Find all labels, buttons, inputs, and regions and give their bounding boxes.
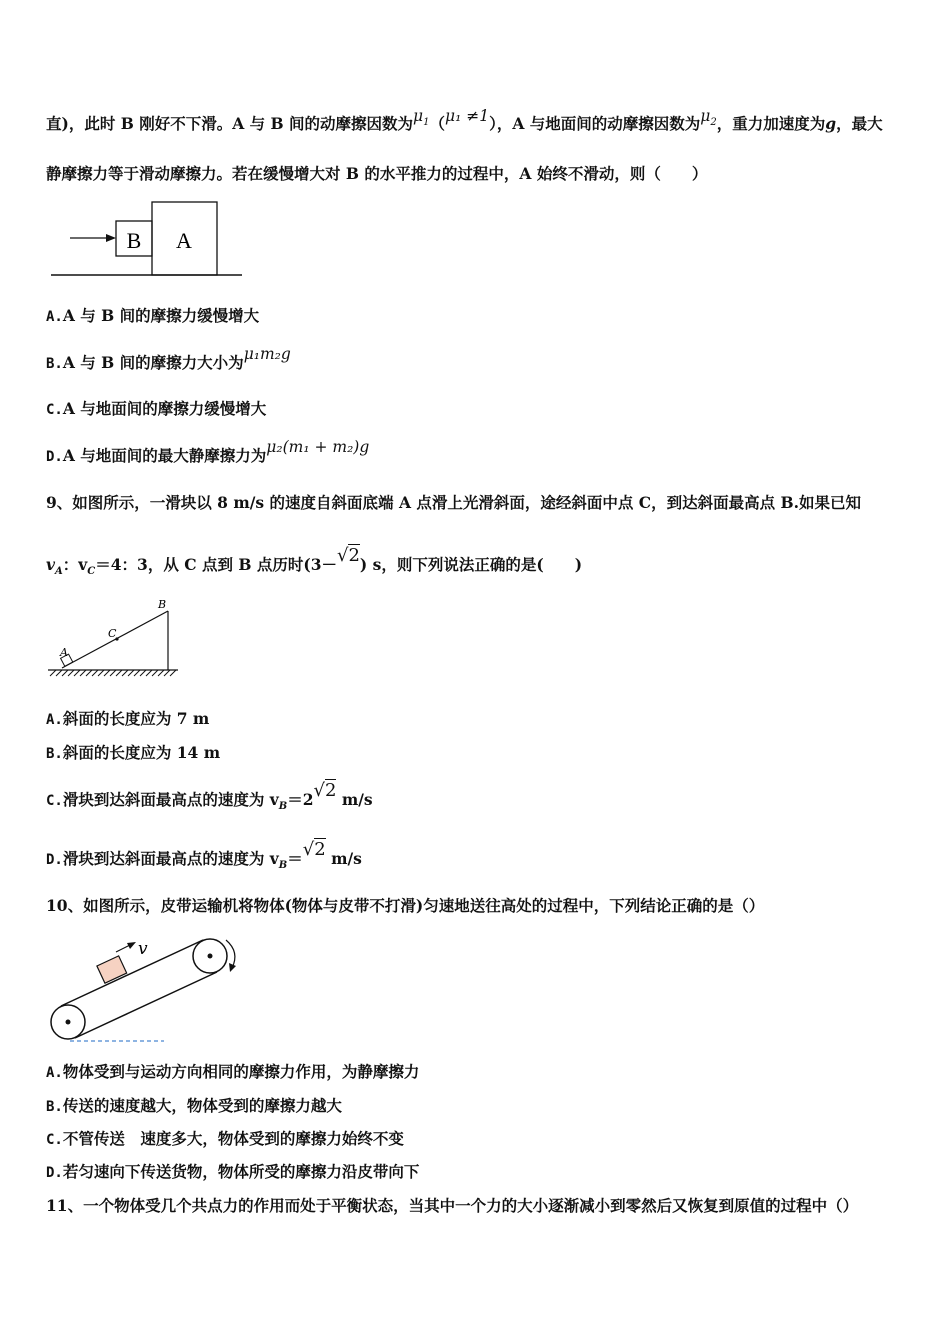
- formula-mu2-m1-m2-g: μ₂(m₁ + m₂)g: [266, 438, 370, 456]
- q10-option-c[interactable]: C.不管传送 速度多大，物体受到的摩擦力始终不变: [46, 1129, 404, 1148]
- label-b: B: [158, 598, 167, 611]
- g-symbol: g: [825, 114, 837, 133]
- q10-option-b[interactable]: B.传送的速度越大，物体受到的摩擦力越大: [46, 1096, 342, 1115]
- label-a: A: [60, 646, 68, 659]
- q9-option-d[interactable]: D.滑块到达斜面最高点的速度为 $v_B=√2$ m/s: [46, 839, 362, 872]
- label-v: v: [138, 939, 148, 959]
- q8-option-b[interactable]: B.A 与 B 间的摩擦力大小为μ₁m₂g: [46, 345, 291, 372]
- q8-option-a[interactable]: A.A 与 B 间的摩擦力缓慢增大: [46, 306, 260, 325]
- ground-hatching: [50, 670, 176, 676]
- cargo-box: [97, 956, 127, 983]
- formula-mu1-m2-g: μ₁m₂g: [243, 345, 291, 363]
- q8-option-d[interactable]: D.A 与地面间的最大静摩擦力为μ₂(m₁ + m₂)g: [46, 438, 370, 465]
- q9-figure-incline: [44, 596, 184, 680]
- label-c: C: [108, 627, 117, 640]
- sqrt-2: √2: [313, 780, 337, 801]
- push-arrow-head-icon: [106, 234, 116, 242]
- sqrt-2: √2: [336, 545, 360, 566]
- upper-pulley-axle: [208, 954, 213, 959]
- belt-top: [61, 940, 203, 1006]
- q10-option-a[interactable]: A.物体受到与运动方向相同的摩擦力作用，为静摩擦力: [46, 1062, 420, 1081]
- mu2-symbol: $\mu_2$: [700, 107, 717, 129]
- block-a-label: A: [176, 228, 192, 253]
- lower-pulley-axle: [66, 1020, 71, 1025]
- block-b-label: B: [126, 228, 142, 253]
- q11-line1: 11、一个物体受几个共点力的作用而处于平衡状态，当其中一个力的大小逐渐减小到零然后又恢复到原值的过程中（）: [46, 1196, 859, 1215]
- mu1-condition: μ₁ ≠1: [445, 107, 490, 125]
- q8-figure-blocks: [48, 198, 248, 278]
- q10-figure-conveyor: [44, 930, 254, 1050]
- q8-option-c[interactable]: C.A 与地面间的摩擦力缓慢增大: [46, 399, 267, 418]
- q8-line1: 直)，此时 B 刚好不下滑。A 与 B 间的动摩擦因数为$\mu_1(\mu_1 \ne 1)$，A 与地面间的动摩擦因数为$\mu_2$，重力加速度为g，最大: [46, 107, 883, 133]
- q9-option-a[interactable]: A.斜面的长度应为 7 m: [46, 709, 210, 728]
- rotation-arrow-head-icon: [229, 963, 236, 972]
- q9-line1: 9、如图所示，一滑块以 8 m/s 的速度自斜面底端 A 点滑上光滑斜面，途经斜面中点 C，到达斜面最高点 B.如果已知: [46, 493, 861, 512]
- velocity-arrow-head-icon: [127, 942, 136, 949]
- q10-option-d[interactable]: D.若匀速向下传送货物，物体所受的摩擦力沿皮带向下: [46, 1162, 420, 1181]
- q9-option-b[interactable]: B.斜面的长度应为 14 m: [46, 743, 221, 762]
- q10-line1: 10、如图所示，皮带运输机将物体(物体与皮带不打滑)匀速地送往高处的过程中，下列结论正确的是（）: [46, 896, 765, 915]
- mu1-symbol: $\mu_1$: [413, 107, 430, 129]
- q9-option-c[interactable]: C.滑块到达斜面最高点的速度为 $v_B=2√2$ m/s: [46, 780, 373, 813]
- sqrt-2: √2: [302, 839, 326, 860]
- q9-line2: $v_A$：$v_C=4$：3，从 C 点到 B 点历时(3－√2) s，则下列说法正确的是( ): [46, 545, 583, 578]
- q8-line2: 静摩擦力等于滑动摩擦力。若在缓慢增大对 B 的水平推力的过程中，A 始终不滑动，则（ ）: [46, 164, 708, 183]
- belt-bottom: [75, 972, 217, 1038]
